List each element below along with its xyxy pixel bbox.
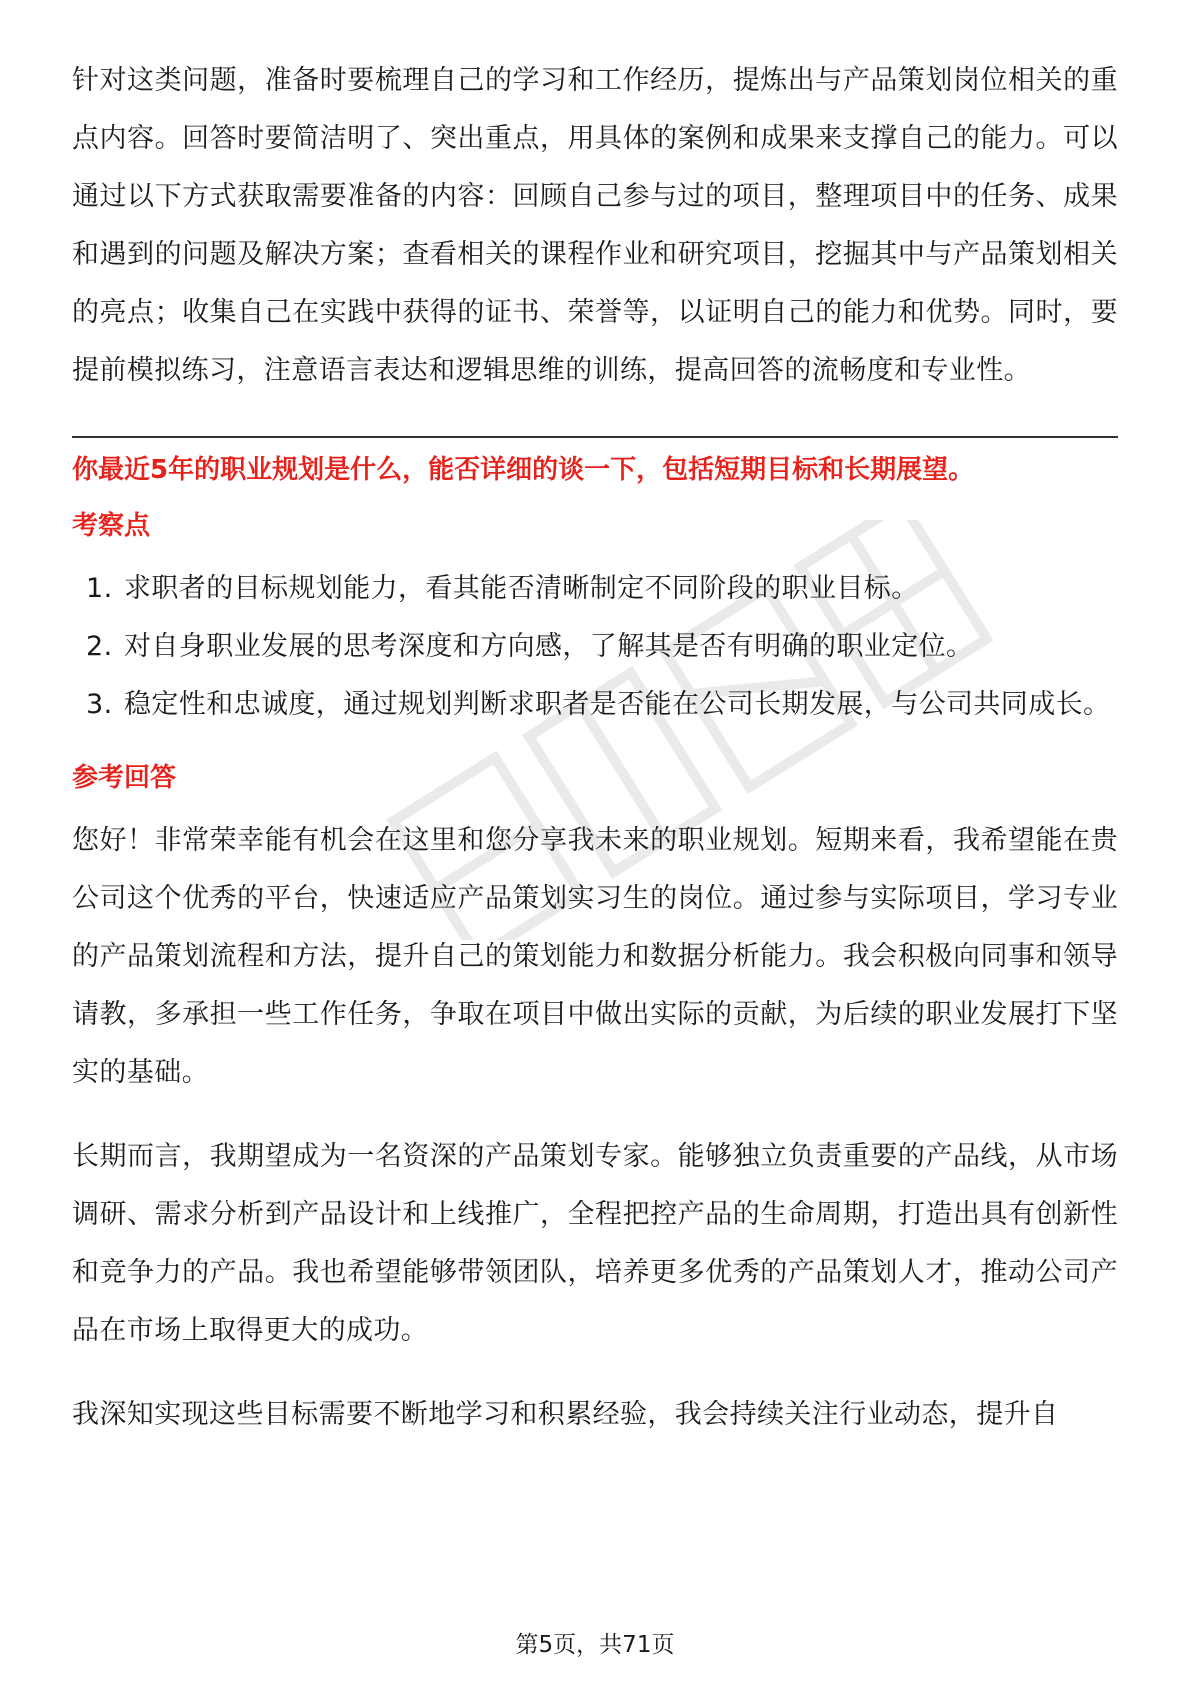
list-item-number: 3. [86,689,113,720]
list-item-text: 求职者的目标规划能力，看其能否清晰制定不同阶段的职业目标。 [124,573,919,604]
intro-paragraph: 针对这类问题，准备时要梳理自己的学习和工作经历，提炼出与产品策划岗位相关的重点内容。回答时要简洁明了、突出重点，用具体的案例和成果来支撑自己的能力。可以通过以下方式获取需要准备的内容：回顾自己参与过的项目，整理项目中的任务、成果和遇到的问题及解决方案；查看相关的课程作业和研究项目，挖掘其中与产品策划相关的亮点；收集自己在实践中获得的证书、荣誉等，以证明自己的能力和优势。同时，要提前模拟练习，注意语言表达和逻辑思维的训练，提高回答的流畅度和专业性。 [72,65,1118,386]
answer-paragraph-3: 我深知实现这些目标需要不断地学习和积累经验，我会持续关注行业动态，提升自 [72,1399,1059,1430]
answer-paragraph-1: 您好！非常荣幸能有机会在这里和您分享我未来的职业规划。短期来看，我希望能在贵公司这个优秀的平台，快速适应产品策划实习生的岗位。通过参与实际项目，学习专业的产品策划流程和方法，提升自己的策划能力和数据分析能力。我会积极向同事和领导请教，多承担一些工作任务，争取在项目中做出实际的贡献，为后续的职业发展打下坚实的基础。 [72,825,1118,1088]
assessment-title: 考察点 [72,511,151,541]
page-footer: 第5页，共71页 [515,1632,675,1658]
list-item-text: 对自身职业发展的思考深度和方向感，了解其是否有明确的职业定位。 [124,631,974,662]
list-item-number: 1. [86,573,113,604]
list-item [72,676,1118,734]
assessment-list [72,560,1118,734]
list-item-number: 2. [86,631,113,662]
list-item [72,618,1118,676]
reference-answer-title: 参考回答 [72,763,177,793]
list-item-text: 稳定性和忠诚度，通过规划判断求职者是否能在公司长期发展，与公司共同成长。 [124,689,1111,720]
section-divider [72,436,1118,438]
list-item [72,560,1118,618]
interview-question: 你最近5年的职业规划是什么，能否详细的谈一下，包括短期目标和长期展望。 [72,455,975,485]
answer-paragraph-2: 长期而言，我期望成为一名资深的产品策划专家。能够独立负责重要的产品线，从市场调研、需求分析到产品设计和上线推广，全程把控产品的生命周期，打造出具有创新性和竞争力的产品。我也希望能够带领团队，培养更多优秀的产品策划人才，推动公司产品在市场上取得更大的成功。 [72,1141,1118,1346]
page-content [72,52,1118,1444]
